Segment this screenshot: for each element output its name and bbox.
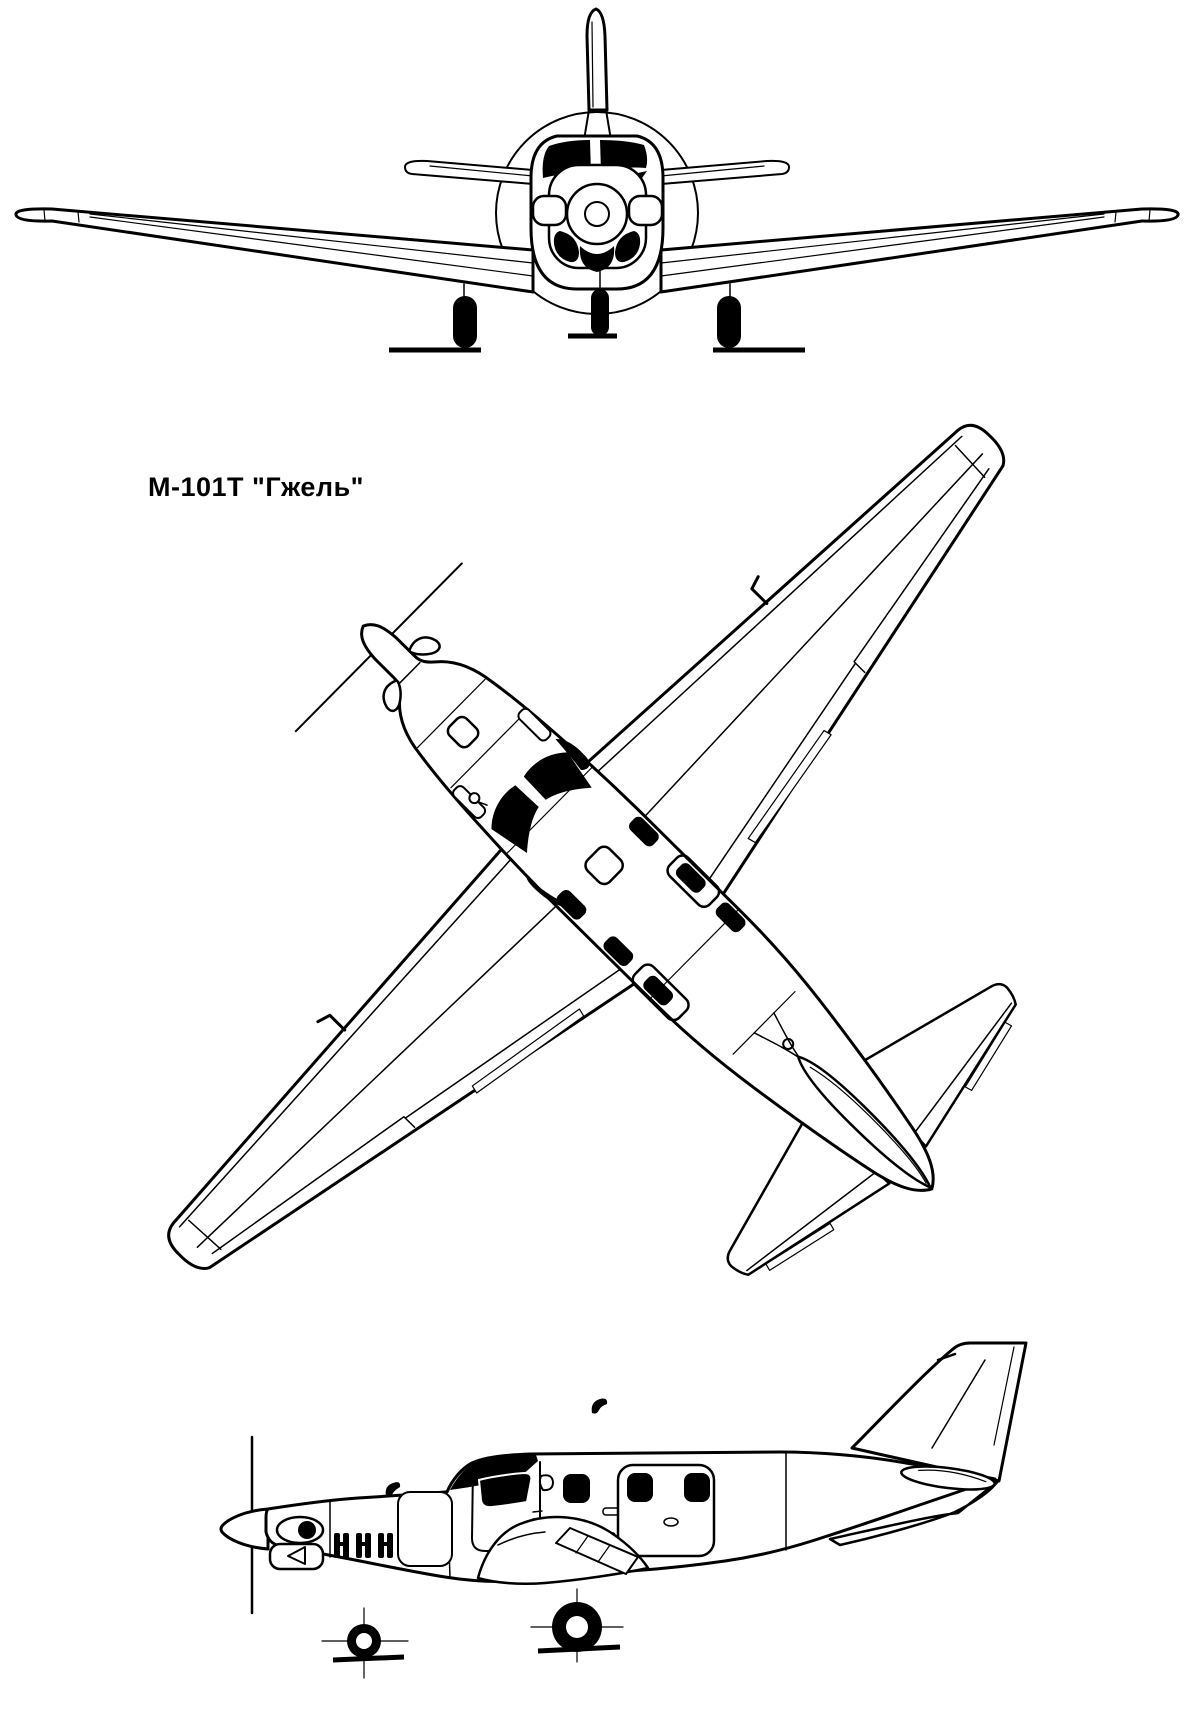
nose-wheel-front: [591, 289, 609, 336]
wing-right-front: [661, 209, 1178, 292]
cabin-window-side: [563, 1474, 590, 1503]
exhaust-pod-right: [629, 196, 662, 225]
pax-door-window-2: [684, 1473, 710, 1502]
pax-door-handle: [664, 1518, 678, 1526]
fin-front: [587, 9, 607, 110]
spinner-side: [221, 1509, 268, 1549]
fin-base-fairing: [585, 110, 610, 134]
exhaust-pod-left: [533, 196, 566, 225]
spinner-hub: [585, 202, 609, 226]
wing-left-front: [16, 209, 533, 292]
wheel-base-lines: [389, 336, 805, 350]
vent-window: [540, 1475, 553, 1490]
intake-side-core: [298, 1521, 316, 1539]
side-view: [221, 1343, 1026, 1678]
roof-antenna: [592, 1399, 607, 1414]
front-view: [16, 9, 1178, 350]
main-wheel-side: [531, 1589, 623, 1662]
stab-right-front: [661, 161, 789, 184]
main-wheel-left-front: [453, 296, 477, 348]
drawing-title: М-101Т "Гжель": [148, 472, 364, 502]
baggage-door: [398, 1492, 452, 1566]
top-view: [0, 217, 1200, 1599]
pax-door-window-1: [627, 1473, 653, 1502]
crew-door-window: [479, 1473, 531, 1507]
stab-left-front: [405, 161, 533, 184]
main-wheel-right-front: [717, 296, 741, 348]
latch-plate: [603, 1508, 619, 1515]
nose-wheel-side: [322, 1608, 408, 1678]
